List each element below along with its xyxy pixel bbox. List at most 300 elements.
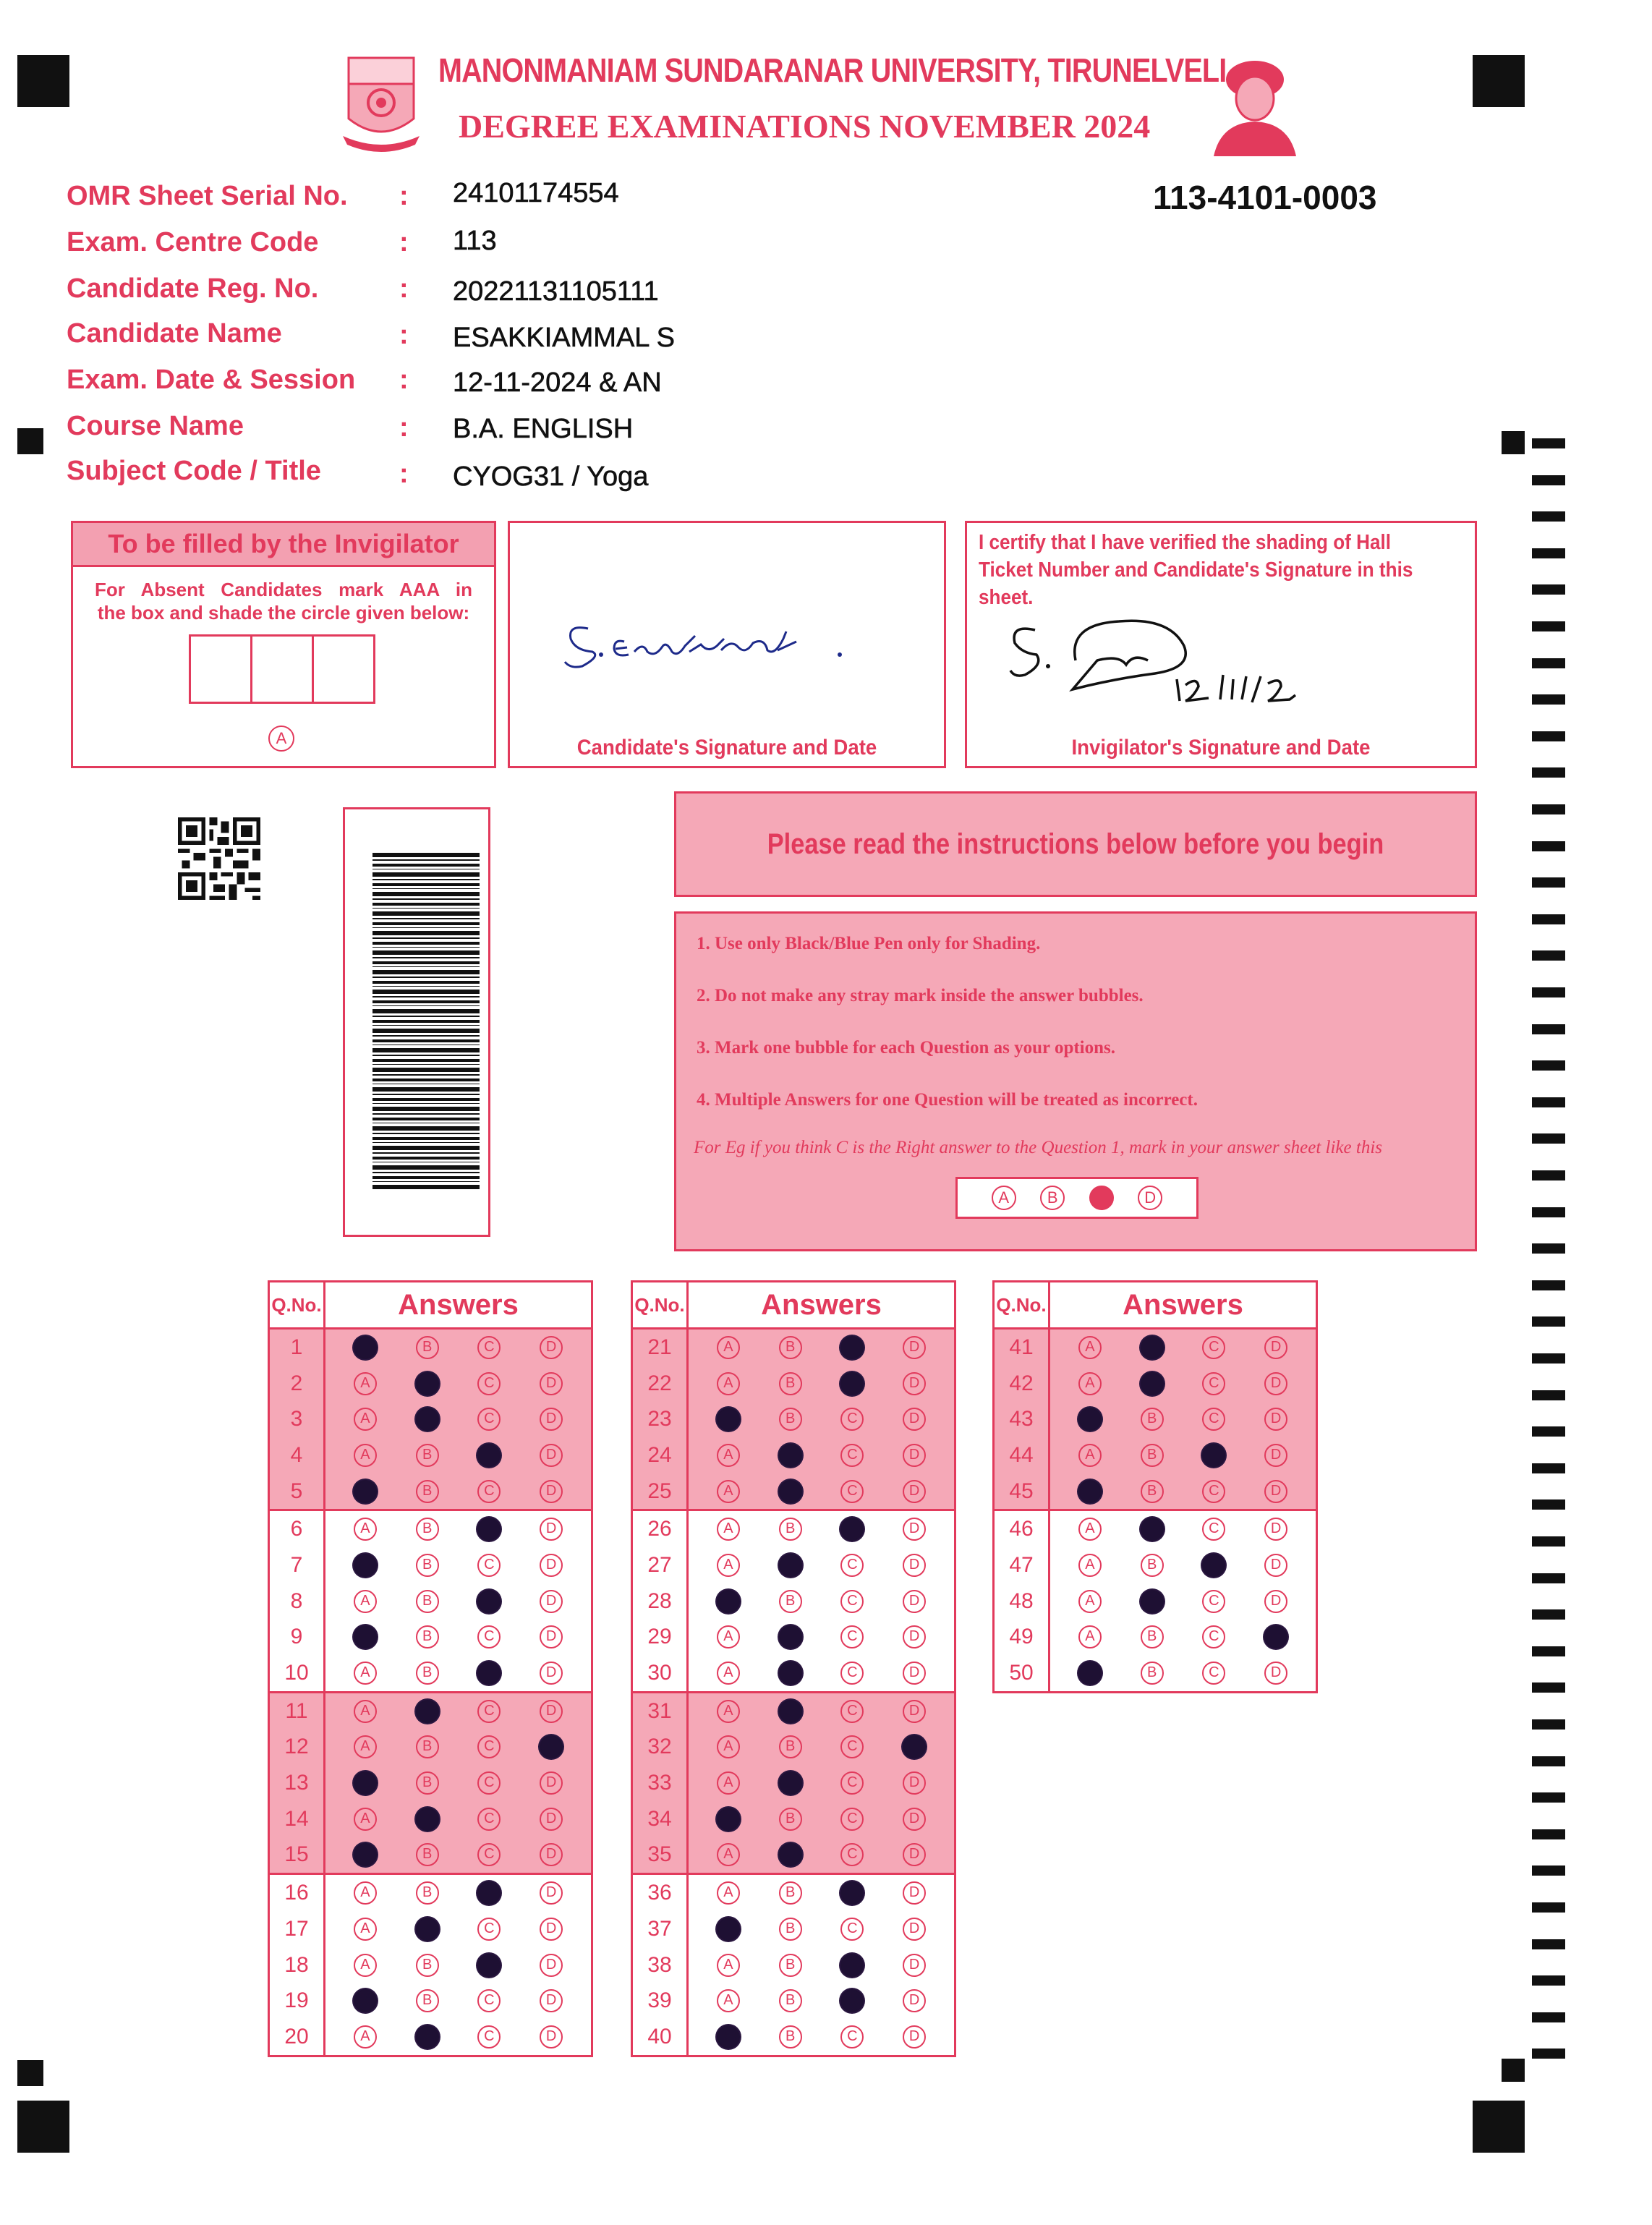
answer-bubble-d[interactable]: D: [540, 1408, 563, 1431]
answer-bubble-a[interactable]: A: [354, 1518, 377, 1541]
absent-mark-box-2[interactable]: [250, 634, 314, 704]
answer-bubble-b[interactable]: [1141, 1372, 1164, 1395]
answer-bubble-b[interactable]: [779, 1480, 802, 1503]
answer-bubble-b[interactable]: B: [1141, 1444, 1164, 1467]
question-row: [632, 1401, 955, 1437]
invigilator-box: [71, 521, 496, 768]
timing-mark: [1532, 438, 1565, 448]
instruction-4: 4. Multiple Answers for one Question will be treated as incorrect.: [697, 1090, 1198, 1110]
answer-bubble-b[interactable]: B: [779, 1372, 802, 1395]
answer-bubble-b[interactable]: [779, 1700, 802, 1723]
question-number: 48: [994, 1583, 1049, 1620]
question-row: [632, 1730, 955, 1766]
question-row: [632, 2019, 955, 2056]
answer-bubble-c[interactable]: C: [477, 1808, 501, 1831]
answer-bubble-d[interactable]: D: [540, 1590, 563, 1613]
question-row: [994, 1401, 1317, 1437]
answer-bubble-d[interactable]: D: [540, 1808, 563, 1831]
answer-bubble-c[interactable]: C: [840, 1662, 864, 1685]
answer-bubble-d[interactable]: D: [903, 1918, 926, 1941]
answer-bubble-b[interactable]: B: [416, 1480, 439, 1503]
question-number: 29: [632, 1620, 688, 1656]
answer-bubble-b[interactable]: B: [779, 1735, 802, 1758]
question-row: [632, 1329, 955, 1366]
answer-bubble-c[interactable]: C: [477, 1989, 501, 2012]
question-row: [632, 1983, 955, 2019]
answer-bubble-a[interactable]: A: [1078, 1336, 1102, 1359]
answer-bubble-a[interactable]: A: [717, 1554, 740, 1577]
answer-bubble-a[interactable]: [354, 1480, 377, 1503]
answer-bubble-c[interactable]: C: [840, 1408, 864, 1431]
answer-bubble-b[interactable]: B: [1141, 1662, 1164, 1685]
answer-bubble-a[interactable]: A: [1078, 1444, 1102, 1467]
timing-mark: [1532, 1682, 1565, 1693]
answer-bubble-b[interactable]: [416, 1700, 439, 1723]
answer-bubble-d[interactable]: D: [540, 1554, 563, 1577]
answer-bubble-a[interactable]: A: [717, 1480, 740, 1503]
question-row: [269, 1329, 592, 1366]
answer-bubble-c[interactable]: C: [477, 1625, 501, 1648]
answer-bubble-a[interactable]: A: [717, 1372, 740, 1395]
answer-bubble-b[interactable]: [779, 1843, 802, 1866]
answer-bubble-d[interactable]: D: [540, 1372, 563, 1395]
answer-bubble-d[interactable]: D: [903, 1954, 926, 1977]
answer-bubble-a[interactable]: [354, 1625, 377, 1648]
answer-bubble-b[interactable]: B: [779, 1518, 802, 1541]
answer-bubble-d[interactable]: D: [540, 1989, 563, 2012]
answer-bubble-c[interactable]: C: [477, 1843, 501, 1866]
example-bubble-c-filled: [1089, 1186, 1114, 1210]
answer-bubble-a[interactable]: [717, 1918, 740, 1941]
colon: :: [399, 412, 409, 443]
answer-bubble-c[interactable]: C: [1202, 1518, 1225, 1541]
answer-bubble-d[interactable]: D: [903, 1554, 926, 1577]
answer-bubble-c[interactable]: C: [477, 1336, 501, 1359]
answer-bubble-b[interactable]: [779, 1625, 802, 1648]
answer-bubble-a[interactable]: [717, 2025, 740, 2049]
answer-bubble-d[interactable]: D: [1264, 1336, 1287, 1359]
answer-bubble-c[interactable]: [477, 1662, 501, 1685]
answer-bubble-c[interactable]: C: [840, 1771, 864, 1795]
absent-mark-box-3[interactable]: [312, 634, 375, 704]
answer-bubble-a[interactable]: A: [354, 1408, 377, 1431]
invigilator-box-title: To be filled by the Invigilator: [73, 523, 494, 567]
answer-bubble-d[interactable]: D: [1264, 1554, 1287, 1577]
answer-bubble-b[interactable]: B: [416, 1881, 439, 1905]
answer-bubble-b[interactable]: B: [779, 1918, 802, 1941]
answer-bubble-a[interactable]: [1078, 1662, 1102, 1685]
answer-bubble-c[interactable]: [840, 1336, 864, 1359]
answer-bubble-b[interactable]: [779, 1662, 802, 1685]
question-number: 46: [994, 1510, 1049, 1547]
timing-mark: [1532, 804, 1565, 814]
timing-mark: [1532, 694, 1565, 705]
name-label: Candidate Name: [67, 318, 282, 349]
answer-bubble-d[interactable]: [1264, 1625, 1287, 1648]
timing-mark: [1532, 1243, 1565, 1254]
answer-bubble-c[interactable]: [840, 1518, 864, 1541]
answer-bubble-a[interactable]: A: [717, 1625, 740, 1648]
question-number: 25: [632, 1473, 688, 1510]
answer-bubble-a[interactable]: A: [354, 2025, 377, 2049]
answer-bubble-b[interactable]: [779, 1771, 802, 1795]
answer-bubble-c[interactable]: C: [840, 1918, 864, 1941]
question-number: 14: [269, 1801, 325, 1837]
answer-bubble-c[interactable]: C: [840, 1480, 864, 1503]
question-row: [632, 1801, 955, 1837]
answer-bubble-a[interactable]: [354, 1771, 377, 1795]
answer-bubble-a[interactable]: A: [1078, 1372, 1102, 1395]
answer-bubble-c[interactable]: C: [477, 1735, 501, 1758]
answer-bubble-b[interactable]: B: [1141, 1554, 1164, 1577]
answer-bubble-a[interactable]: A: [354, 1662, 377, 1685]
answer-table: [268, 1280, 593, 2057]
subject-label: Subject Code / Title: [67, 456, 321, 486]
answer-bubble-c[interactable]: C: [1202, 1408, 1225, 1431]
timing-mark: [1532, 767, 1565, 778]
timing-mark: [1532, 877, 1565, 888]
answers-header: Answers: [325, 1282, 592, 1329]
question-number: 44: [994, 1437, 1049, 1473]
answer-bubble-d[interactable]: D: [903, 1625, 926, 1648]
answer-bubble-a[interactable]: [1078, 1408, 1102, 1431]
answer-bubble-a[interactable]: [354, 1843, 377, 1866]
answer-bubble-b[interactable]: [1141, 1518, 1164, 1541]
instruction-3: 3. Mark one bubble for each Question as your options.: [697, 1038, 1116, 1058]
answer-bubble-c[interactable]: C: [840, 1444, 864, 1467]
centre-label: Exam. Centre Code: [67, 227, 319, 258]
answer-bubble-c[interactable]: C: [840, 1590, 864, 1613]
answer-bubble-a[interactable]: A: [717, 1954, 740, 1977]
answer-bubble-a[interactable]: A: [717, 1444, 740, 1467]
answer-bubble-c[interactable]: C: [840, 1843, 864, 1866]
answer-bubble-b[interactable]: B: [1141, 1408, 1164, 1431]
timing-mark: [1532, 1133, 1565, 1144]
question-row: [632, 1911, 955, 1947]
timing-mark: [1532, 2049, 1565, 2059]
answer-bubble-b[interactable]: [1141, 1336, 1164, 1359]
example-bubble-b: B: [1040, 1186, 1065, 1210]
answer-bubble-d[interactable]: D: [540, 1918, 563, 1941]
answer-bubble-c[interactable]: [477, 1518, 501, 1541]
timing-mark: [1532, 950, 1565, 961]
university-crest-icon: [339, 55, 424, 155]
answer-bubble-b[interactable]: [416, 1808, 439, 1831]
answer-bubble-a[interactable]: A: [354, 1444, 377, 1467]
answer-bubble-a[interactable]: [1078, 1480, 1102, 1503]
answer-bubble-a[interactable]: A: [717, 1989, 740, 2012]
answer-bubble-a[interactable]: A: [354, 1918, 377, 1941]
answer-bubble-c[interactable]: C: [1202, 1480, 1225, 1503]
answer-bubble-c[interactable]: C: [477, 1480, 501, 1503]
answer-bubble-b[interactable]: B: [416, 1444, 439, 1467]
answer-bubble-d[interactable]: D: [1264, 1590, 1287, 1613]
answer-bubble-d[interactable]: D: [1264, 1662, 1287, 1685]
answer-bubble-c[interactable]: C: [477, 1700, 501, 1723]
qno-header: Q.No.: [994, 1282, 1049, 1329]
answer-bubble-a[interactable]: A: [354, 1590, 377, 1613]
answer-bubble-c[interactable]: C: [477, 1554, 501, 1577]
answer-bubble-a[interactable]: A: [717, 1771, 740, 1795]
question-number: 33: [632, 1765, 688, 1801]
answer-bubble-a[interactable]: [354, 1554, 377, 1577]
answer-bubble-a[interactable]: A: [717, 1518, 740, 1541]
reg-value: 20221131105111: [453, 276, 659, 307]
registration-mark-bottom-right: [1473, 2101, 1525, 2153]
answer-bubble-c[interactable]: C: [840, 1735, 864, 1758]
answer-bubble-a[interactable]: A: [717, 1662, 740, 1685]
registration-mark-top-right: [1473, 55, 1525, 107]
answer-bubble-b[interactable]: [416, 2025, 439, 2049]
answer-bubble-c[interactable]: [1202, 1554, 1225, 1577]
question-number: 6: [269, 1510, 325, 1547]
answer-bubble-a[interactable]: A: [354, 1735, 377, 1758]
answer-bubble-a[interactable]: A: [354, 1700, 377, 1723]
sheet-code: 113-4101-0003: [1153, 179, 1377, 216]
answer-bubble-b[interactable]: B: [779, 2025, 802, 2049]
answer-bubble-d[interactable]: D: [903, 2025, 926, 2049]
answer-bubble-c[interactable]: C: [840, 1554, 864, 1577]
question-number: 43: [994, 1401, 1049, 1437]
question-row: [269, 1437, 592, 1473]
question-number: 28: [632, 1583, 688, 1620]
answer-bubble-b[interactable]: B: [416, 1735, 439, 1758]
answer-bubble-a[interactable]: A: [1078, 1518, 1102, 1541]
answer-bubble-b[interactable]: B: [416, 1625, 439, 1648]
answer-bubble-b[interactable]: [416, 1918, 439, 1941]
answer-bubble-a[interactable]: A: [354, 1881, 377, 1905]
answer-bubble-a[interactable]: [717, 1590, 740, 1613]
answer-bubble-d[interactable]: D: [1264, 1444, 1287, 1467]
answer-bubble-b[interactable]: B: [1141, 1625, 1164, 1648]
answer-bubble-d[interactable]: D: [540, 1881, 563, 1905]
answer-bubble-a[interactable]: A: [717, 1735, 740, 1758]
question-row: [269, 1547, 592, 1583]
answer-bubble-d[interactable]: D: [540, 2025, 563, 2049]
timing-mark: [1532, 1024, 1565, 1034]
question-row: [632, 1765, 955, 1801]
answer-bubble-c[interactable]: [840, 1954, 864, 1977]
answer-bubble-d[interactable]: D: [540, 1518, 563, 1541]
answer-bubble-b[interactable]: B: [779, 1954, 802, 1977]
answer-bubble-b[interactable]: B: [779, 1881, 802, 1905]
answer-bubble-d[interactable]: D: [540, 1700, 563, 1723]
candidate-signature-caption: Candidate's Signature and Date: [576, 736, 877, 760]
answer-bubble-c[interactable]: [840, 1989, 864, 2012]
answer-bubble-c[interactable]: C: [477, 1771, 501, 1795]
answer-bubble-d[interactable]: D: [903, 1700, 926, 1723]
answer-bubble-b[interactable]: B: [416, 1662, 439, 1685]
answer-bubble-b[interactable]: B: [416, 1336, 439, 1359]
question-number: 21: [632, 1329, 688, 1366]
answer-bubble-c[interactable]: [477, 1954, 501, 1977]
candidate-signature: [553, 610, 864, 682]
timing-mark: [1532, 1646, 1565, 1656]
timing-mark: [1532, 1829, 1565, 1839]
answer-bubble-b[interactable]: [416, 1408, 439, 1431]
answer-bubble-c[interactable]: C: [477, 1408, 501, 1431]
absent-mark-box-1[interactable]: [189, 634, 252, 704]
question-number: 34: [632, 1801, 688, 1837]
answer-bubble-d[interactable]: D: [903, 1808, 926, 1831]
answer-bubble-d[interactable]: D: [903, 1444, 926, 1467]
answer-bubble-a[interactable]: A: [1078, 1554, 1102, 1577]
answer-bubble-c[interactable]: C: [1202, 1372, 1225, 1395]
question-number: 36: [632, 1874, 688, 1911]
answer-bubble-c[interactable]: C: [477, 2025, 501, 2049]
answer-bubble-b[interactable]: B: [416, 1843, 439, 1866]
timing-mark: [1532, 1756, 1565, 1766]
answer-bubble-d[interactable]: D: [1264, 1518, 1287, 1541]
instructions-box: [674, 911, 1477, 1251]
answer-bubble-d[interactable]: [540, 1735, 563, 1758]
answer-bubble-b[interactable]: B: [779, 1590, 802, 1613]
answer-bubble-b[interactable]: [779, 1554, 802, 1577]
subject-value: CYOG31 / Yoga: [453, 461, 649, 492]
barcode: [372, 853, 480, 1191]
answer-bubble-a[interactable]: A: [717, 1843, 740, 1866]
name-value: ESAKKIAMMAL S: [453, 323, 675, 353]
answer-bubble-b[interactable]: B: [416, 1590, 439, 1613]
answer-bubble-b[interactable]: [416, 1372, 439, 1395]
answer-bubble-d[interactable]: D: [540, 1954, 563, 1977]
answer-bubble-c[interactable]: C: [477, 1918, 501, 1941]
question-row: [269, 1947, 592, 1983]
answer-bubble-b[interactable]: B: [416, 1954, 439, 1977]
answer-bubble-d[interactable]: D: [540, 1444, 563, 1467]
answer-bubble-a[interactable]: A: [1078, 1625, 1102, 1648]
question-row: [269, 1366, 592, 1402]
exam-title: DEGREE EXAMINATIONS NOVEMBER 2024: [459, 108, 1151, 145]
answer-bubble-d[interactable]: D: [903, 1662, 926, 1685]
answer-bubble-d[interactable]: D: [903, 1480, 926, 1503]
colon: :: [399, 320, 409, 350]
answer-bubble-d[interactable]: D: [540, 1625, 563, 1648]
question-number: 3: [269, 1401, 325, 1437]
timing-mark: [1532, 1609, 1565, 1620]
answer-bubble-a[interactable]: A: [717, 1700, 740, 1723]
colon: :: [399, 273, 409, 304]
answer-bubble-b[interactable]: [1141, 1590, 1164, 1613]
question-row: [269, 1911, 592, 1947]
question-number: 31: [632, 1692, 688, 1729]
answer-bubble-c[interactable]: C: [1202, 1336, 1225, 1359]
answer-bubble-a[interactable]: A: [717, 1336, 740, 1359]
answer-bubble-a[interactable]: [354, 1336, 377, 1359]
answer-bubble-c[interactable]: C: [1202, 1590, 1225, 1613]
answer-bubble-d[interactable]: D: [903, 1408, 926, 1431]
answer-bubble-a[interactable]: [354, 1989, 377, 2012]
answers-header: Answers: [688, 1282, 955, 1329]
answer-bubble-b[interactable]: B: [779, 1336, 802, 1359]
answer-bubble-b[interactable]: B: [779, 1408, 802, 1431]
question-number: 38: [632, 1947, 688, 1983]
answer-bubble-c[interactable]: [477, 1444, 501, 1467]
answer-bubble-b[interactable]: B: [416, 1771, 439, 1795]
timing-mark: [1532, 1060, 1565, 1071]
answer-bubble-a[interactable]: [717, 1808, 740, 1831]
answer-bubble-c[interactable]: C: [840, 2025, 864, 2049]
answer-bubble-d[interactable]: D: [1264, 1408, 1287, 1431]
answer-bubble-c[interactable]: C: [840, 1700, 864, 1723]
answer-bubble-b[interactable]: B: [779, 1808, 802, 1831]
answer-bubble-d[interactable]: D: [540, 1662, 563, 1685]
answer-bubble-c[interactable]: C: [1202, 1625, 1225, 1648]
timing-mark: [1532, 1426, 1565, 1437]
answer-bubble-d[interactable]: D: [903, 1843, 926, 1866]
question-row: [269, 1583, 592, 1620]
answer-bubble-d[interactable]: D: [540, 1771, 563, 1795]
question-row: [632, 1547, 955, 1583]
answer-bubble-b[interactable]: B: [416, 1554, 439, 1577]
absent-circle[interactable]: A: [268, 726, 294, 752]
answer-bubble-d[interactable]: D: [1264, 1372, 1287, 1395]
answer-bubble-d[interactable]: D: [1264, 1480, 1287, 1503]
answer-bubble-d[interactable]: D: [903, 1336, 926, 1359]
question-row: [994, 1620, 1317, 1656]
answer-bubble-d[interactable]: D: [540, 1480, 563, 1503]
answer-bubble-d[interactable]: D: [903, 1372, 926, 1395]
question-number: 19: [269, 1983, 325, 2019]
answer-bubble-a[interactable]: [717, 1408, 740, 1431]
answer-bubble-b[interactable]: B: [1141, 1480, 1164, 1503]
answer-bubble-c[interactable]: [840, 1881, 864, 1905]
answer-bubble-b[interactable]: B: [779, 1989, 802, 2012]
answer-bubble-d[interactable]: D: [540, 1843, 563, 1866]
answer-bubble-d[interactable]: D: [903, 1518, 926, 1541]
question-number: 18: [269, 1947, 325, 1983]
answer-bubble-c[interactable]: [1202, 1444, 1225, 1467]
question-row: [269, 1510, 592, 1547]
answer-bubble-d[interactable]: D: [903, 1590, 926, 1613]
question-number: 45: [994, 1473, 1049, 1510]
question-number: 22: [632, 1366, 688, 1402]
answer-bubble-a[interactable]: A: [354, 1954, 377, 1977]
answer-bubble-b[interactable]: B: [416, 1518, 439, 1541]
question-number: 50: [994, 1655, 1049, 1692]
answer-bubble-d[interactable]: D: [540, 1336, 563, 1359]
answer-bubble-d[interactable]: D: [903, 1771, 926, 1795]
answer-bubble-c[interactable]: C: [1202, 1662, 1225, 1685]
answer-bubble-a[interactable]: A: [354, 1372, 377, 1395]
question-row: [632, 1583, 955, 1620]
qno-header: Q.No.: [269, 1282, 325, 1329]
question-number: 17: [269, 1911, 325, 1947]
answer-bubble-a[interactable]: A: [717, 1881, 740, 1905]
registration-mark-top-left: [17, 55, 69, 107]
answer-bubble-c[interactable]: C: [477, 1372, 501, 1395]
answer-bubble-c[interactable]: C: [840, 1808, 864, 1831]
answer-bubble-c[interactable]: C: [840, 1625, 864, 1648]
timing-mark: [1532, 914, 1565, 924]
qno-header: Q.No.: [632, 1282, 688, 1329]
answer-bubble-b[interactable]: [779, 1444, 802, 1467]
instruction-1: 1. Use only Black/Blue Pen only for Shading.: [697, 934, 1041, 953]
answer-bubble-b[interactable]: B: [416, 1989, 439, 2012]
answer-bubble-c[interactable]: [840, 1372, 864, 1395]
timing-mark: [1532, 621, 1565, 631]
answer-bubble-c[interactable]: [477, 1881, 501, 1905]
answer-bubble-a[interactable]: A: [1078, 1590, 1102, 1613]
timing-mark: [1532, 1390, 1565, 1400]
timing-mark: [1532, 1902, 1565, 1913]
question-number: 35: [632, 1837, 688, 1874]
answer-bubble-d[interactable]: [903, 1735, 926, 1758]
answer-bubble-d[interactable]: D: [903, 1881, 926, 1905]
answer-bubble-d[interactable]: D: [903, 1989, 926, 2012]
answer-bubble-a[interactable]: A: [354, 1808, 377, 1831]
answer-bubble-c[interactable]: [477, 1590, 501, 1613]
